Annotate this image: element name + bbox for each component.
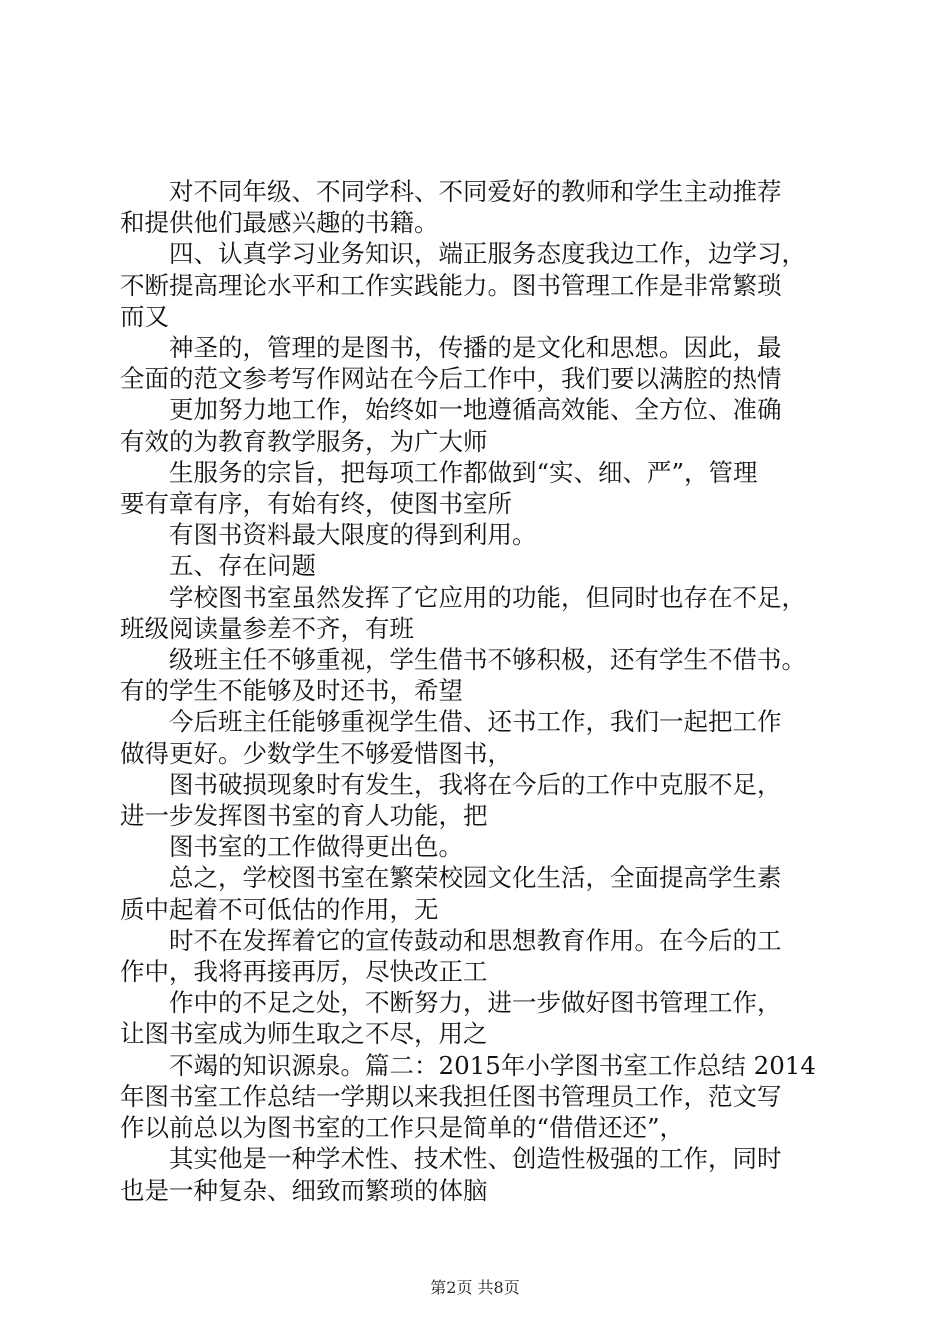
paragraph <box>120 332 840 394</box>
text-line: 生服务的宗旨，把每项工作都做到“实、细、严”，管理 <box>169 457 758 487</box>
text-line: 级班主任不够重视，学生借书不够积极，还有学生不借书。 <box>169 645 806 675</box>
text-line: 时不在发挥着它的宣传鼓动和思想教育作用。在今后的工 <box>169 925 782 955</box>
paragraph <box>120 1143 840 1205</box>
paragraph <box>120 987 840 1049</box>
text-line: 而又 <box>120 301 169 331</box>
text-line: 图书室的工作做得更出色。 <box>169 832 463 862</box>
text-line: 五、存在问题 <box>169 551 316 581</box>
text-line: 质中起着不可低估的作用，无 <box>120 894 439 924</box>
text-line: 作中的不足之处，不断努力，进一步做好图书管理工作， <box>169 988 782 1018</box>
text-line: 作以前总以为图书室的工作只是简单的“借借还还”， <box>120 1113 685 1143</box>
text-line: 学校图书室虽然发挥了它应用的功能，但同时也存在不足， <box>169 582 806 612</box>
text-line: 也是一种复杂、细致而繁琐的体脑 <box>120 1175 488 1205</box>
paragraph <box>120 862 840 924</box>
text-line: 年图书室工作总结一学期以来我担任图书管理员工作，范文写 <box>120 1081 782 1111</box>
paragraph <box>120 831 840 862</box>
paragraph <box>120 925 840 987</box>
text-line: 其实他是一种学术性、技术性、创造性极强的工作，同时 <box>169 1144 782 1174</box>
paragraph <box>120 457 840 519</box>
text-line: 不断提高理论水平和工作实践能力。图书管理工作是非常繁琐 <box>120 270 782 300</box>
paragraph <box>120 706 840 768</box>
paragraph <box>120 238 840 332</box>
text-line: 神圣的，管理的是图书，传播的是文化和思想。因此，最 <box>169 333 782 363</box>
text-line: 四、认真学习业务知识，端正服务态度我边工作，边学习， <box>169 239 806 269</box>
text-line: 有的学生不能够及时还书，希望 <box>120 676 463 706</box>
text-line: 全面的范文参考写作网站在今后工作中，我们要以满腔的热情 <box>120 364 782 394</box>
text-line: 图书破损现象时有发生，我将在今后的工作中克服不足， <box>169 769 782 799</box>
paragraph <box>120 1050 840 1144</box>
text-line: 做得更好。少数学生不够爱惜图书， <box>120 738 512 768</box>
text-line: 不竭的知识源泉。篇二：2015年小学图书室工作总结 2014 <box>169 1050 816 1080</box>
paragraph <box>120 176 840 238</box>
text-line: 要有章有序，有始有终，使图书室所 <box>120 489 512 519</box>
text-line: 今后班主任能够重视学生借、还书工作，我们一起把工作 <box>169 707 782 737</box>
text-line: 和提供他们最感兴趣的书籍。 <box>120 208 439 238</box>
text-line: 有效的为教育教学服务，为广大师 <box>120 426 488 456</box>
paragraph <box>120 769 840 831</box>
text-line: 班级阅读量参差不齐，有班 <box>120 613 414 643</box>
paragraph <box>120 582 840 644</box>
text-line: 作中，我将再接再厉，尽快改正工 <box>120 957 488 987</box>
paragraph <box>120 394 840 456</box>
text-line: 让图书室成为师生取之不尽，用之 <box>120 1019 488 1049</box>
paragraph <box>120 519 840 550</box>
document-body <box>120 176 840 1206</box>
page-footer: 第2页 共8页 <box>430 1278 520 1297</box>
text-line: 对不同年级、不同学科、不同爱好的教师和学生主动推荐 <box>169 177 782 206</box>
paragraph <box>120 550 840 581</box>
text-line: 总之，学校图书室在繁荣校园文化生活，全面提高学生素 <box>169 863 782 893</box>
text-line: 有图书资料最大限度的得到利用。 <box>169 520 537 550</box>
paragraph <box>120 644 840 706</box>
text-line: 更加努力地工作，始终如一地遵循高效能、全方位、准确 <box>169 395 782 425</box>
text-line: 进一步发挥图书室的育人功能，把 <box>120 801 488 831</box>
